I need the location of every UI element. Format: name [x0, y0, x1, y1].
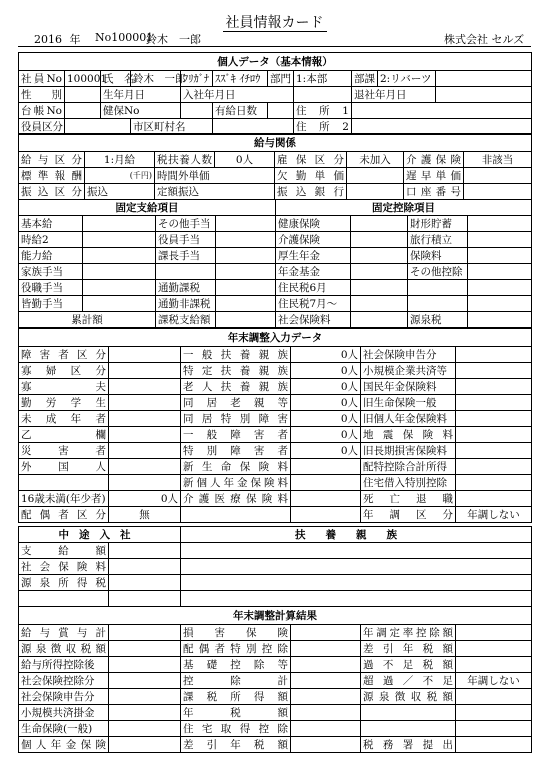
- field-label: [109, 363, 181, 379]
- field-label: 年金基金: [276, 264, 351, 280]
- input-cell: [181, 559, 532, 575]
- field-label: 時間外単価: [155, 168, 275, 184]
- field-label: [456, 641, 532, 657]
- fixed-items-table: [18, 199, 532, 328]
- input-cell: [109, 575, 181, 591]
- field-label: 1:月給: [85, 152, 155, 168]
- table-row: [19, 443, 532, 459]
- field-label: [361, 721, 456, 737]
- input-cell: [83, 232, 156, 248]
- table-row: [19, 427, 532, 443]
- input-cell: [347, 184, 404, 200]
- field-label: 特別障害者: [181, 443, 291, 459]
- field-label: [109, 347, 181, 363]
- input-cell: [216, 248, 276, 264]
- field-label: 入社年月日: [181, 87, 294, 103]
- field-label: 差引年税額: [181, 737, 291, 753]
- field-label: 厚生年金: [276, 248, 351, 264]
- table-row: [19, 575, 532, 591]
- field-label: [456, 689, 532, 705]
- field-label: その他手当: [156, 216, 216, 232]
- field-label: [291, 459, 361, 475]
- field-label: 0人: [291, 347, 361, 363]
- table-row: [19, 641, 532, 657]
- field-label: [456, 721, 532, 737]
- field-label: 配偶者区分: [19, 507, 109, 523]
- input-cell: [216, 280, 276, 296]
- field-label: 一般障害者: [181, 427, 291, 443]
- input-cell: [83, 280, 156, 296]
- field-label: 振込区分: [19, 184, 85, 200]
- field-label: 給与区分: [19, 152, 85, 168]
- input-cell: [181, 103, 213, 119]
- field-label: 社会保険申告分: [361, 347, 456, 363]
- year-field: 2016 年: [30, 31, 81, 47]
- field-label: 生命保険(一般): [19, 721, 109, 737]
- field-label: 配偶者特別控除: [181, 641, 291, 657]
- field-label: 有給日数: [213, 103, 268, 119]
- field-label: 支給額: [19, 543, 109, 559]
- field-label: [291, 721, 361, 737]
- employee-no-value: 100001: [65, 71, 101, 87]
- field-label: 通勤課税: [156, 280, 216, 296]
- table-row: [19, 459, 532, 475]
- input-cell: [268, 103, 294, 119]
- midway-table: [18, 526, 532, 607]
- input-cell: [352, 103, 532, 119]
- field-label: 超過／不足: [361, 673, 456, 689]
- field-label: (千円): [85, 168, 155, 184]
- field-label: [109, 705, 181, 721]
- field-label: 皆勤手当: [19, 296, 83, 312]
- field-label: 0人: [215, 152, 275, 168]
- field-label: 無: [109, 507, 181, 523]
- field-label: 住所1: [294, 103, 352, 119]
- field-label: 源泉所得税: [19, 575, 109, 591]
- input-cell: [351, 280, 408, 296]
- field-label: 年調定率控除額: [361, 625, 456, 641]
- field-label: [109, 673, 181, 689]
- table-row: [19, 689, 532, 705]
- field-label: 損害保険: [181, 625, 291, 641]
- table-row: [19, 591, 532, 607]
- employee-id: No100001: [95, 31, 154, 44]
- table-row: [19, 475, 532, 491]
- field-label: 住宅取得控除: [181, 721, 291, 737]
- field-label: 差引年税額: [361, 641, 456, 657]
- field-label: [291, 657, 361, 673]
- field-label: [456, 625, 532, 641]
- field-label: [109, 379, 181, 395]
- field-label: 役職手当: [19, 280, 83, 296]
- field-label: 介護医療保険料: [181, 491, 291, 507]
- input-cell: [181, 591, 532, 607]
- table-row: [19, 395, 532, 411]
- field-label: 勤労学生: [19, 395, 109, 411]
- input-cell: [83, 264, 156, 280]
- field-label: [456, 427, 532, 443]
- field-label: 寡婦区分: [19, 363, 109, 379]
- input-cell: [181, 543, 532, 559]
- section-value: 2:リバーツ: [378, 71, 436, 87]
- name-value: 鈴木 一郎: [131, 71, 181, 87]
- table-row: [19, 491, 532, 507]
- field-label: 0人: [291, 443, 361, 459]
- table-row: [19, 543, 532, 559]
- field-label: [456, 657, 532, 673]
- field-label: 控除計: [181, 673, 291, 689]
- field-label: 雇保区分: [275, 152, 347, 168]
- field-label: [109, 475, 181, 491]
- field-label: [19, 591, 109, 607]
- field-label: 課税支給額: [156, 312, 216, 328]
- field-label: 0人: [291, 395, 361, 411]
- field-label: 源泉徴収税額: [19, 641, 109, 657]
- field-label: 社会保険料: [276, 312, 351, 328]
- employee-name: 鈴木 一郎: [146, 33, 201, 46]
- header-rule: [18, 46, 531, 47]
- field-label: 源泉税: [408, 312, 468, 328]
- field-label: 同居老親等: [181, 395, 291, 411]
- field-label: 年末調整計算結果: [19, 607, 532, 625]
- field-label: [109, 411, 181, 427]
- input-cell: [83, 296, 156, 312]
- field-label: 部門: [268, 71, 294, 87]
- field-label: 役員区分: [19, 119, 65, 135]
- input-cell: [65, 87, 101, 103]
- field-label: 配特控除合計所得: [361, 459, 456, 475]
- field-label: 0人: [291, 379, 361, 395]
- field-label: 台帳No: [19, 103, 65, 119]
- salary-table: [18, 133, 532, 200]
- field-label: 年税額: [181, 705, 291, 721]
- input-cell: [468, 264, 532, 280]
- field-label: 地震保険料: [361, 427, 456, 443]
- field-label: 0人: [291, 411, 361, 427]
- field-label: 定額振込: [155, 184, 275, 200]
- input-cell: [65, 103, 101, 119]
- field-label: 小規模共済掛金: [19, 705, 109, 721]
- input-cell: [216, 296, 276, 312]
- input-cell: [109, 559, 181, 575]
- input-cell: [216, 264, 276, 280]
- field-label: 課税所得額: [181, 689, 291, 705]
- field-label: 遅早単価: [404, 168, 464, 184]
- field-label: 役員手当: [156, 232, 216, 248]
- field-label: 年調区分: [361, 507, 456, 523]
- field-label: 新生命保険料: [181, 459, 291, 475]
- field-label: 外国人: [19, 459, 109, 475]
- field-label: 標準報酬: [19, 168, 85, 184]
- field-label: [291, 507, 361, 523]
- field-label: [291, 491, 361, 507]
- field-label: [456, 411, 532, 427]
- field-label: [291, 641, 361, 657]
- field-label: 固定支給項目: [19, 200, 276, 216]
- field-label: 源泉徴収税額: [361, 689, 456, 705]
- table-row: [19, 705, 532, 721]
- input-cell: [351, 312, 408, 328]
- field-label: 非該当: [464, 152, 532, 168]
- field-label: 固定控除項目: [276, 200, 532, 216]
- field-label: 保険料: [408, 248, 468, 264]
- field-label: 16歳未満(年少者): [19, 491, 109, 507]
- field-label: 扶養親族: [181, 527, 532, 543]
- field-label: 住民税6月: [276, 280, 351, 296]
- input-cell: [294, 87, 352, 103]
- field-label: 財形貯蓄: [408, 216, 468, 232]
- table-row: [19, 507, 532, 523]
- field-label: 介護保険: [404, 152, 464, 168]
- field-label: 新個人年金保険料: [181, 475, 291, 491]
- input-cell: [468, 296, 532, 312]
- field-label: 小規模企業共済等: [361, 363, 456, 379]
- field-label: 税務署提出: [361, 737, 456, 753]
- field-label: 旧長期損害保険料: [361, 443, 456, 459]
- field-label: 退社年月日: [352, 87, 436, 103]
- input-cell: [468, 232, 532, 248]
- field-label: [291, 625, 361, 641]
- input-cell: [408, 280, 468, 296]
- input-cell: [181, 575, 532, 591]
- input-cell: [468, 280, 532, 296]
- field-label: 社会保険控除分: [19, 673, 109, 689]
- field-label: 市区町村名: [131, 119, 213, 135]
- field-label: [109, 443, 181, 459]
- field-label: [456, 347, 532, 363]
- field-label: 振込銀行: [275, 184, 347, 200]
- field-label: 旅行積立: [408, 232, 468, 248]
- field-label: 0人: [291, 363, 361, 379]
- field-label: 基礎控除等: [181, 657, 291, 673]
- field-label: 死亡退職: [361, 491, 456, 507]
- field-label: 0人: [109, 491, 181, 507]
- field-label: 国民年金保険料: [361, 379, 456, 395]
- input-cell: [109, 543, 181, 559]
- field-label: [291, 689, 361, 705]
- field-label: [181, 507, 291, 523]
- field-label: [456, 395, 532, 411]
- field-label: 時給2: [19, 232, 83, 248]
- field-label: [109, 641, 181, 657]
- input-cell: [109, 591, 181, 607]
- field-label: [109, 689, 181, 705]
- field-label: 旧個人年金保険料: [361, 411, 456, 427]
- field-label: 能力給: [19, 248, 83, 264]
- field-label: 年末調整入力データ: [19, 329, 532, 347]
- field-label: 基本給: [19, 216, 83, 232]
- field-label: 振込: [85, 184, 155, 200]
- field-label: [361, 705, 456, 721]
- input-cell: [464, 168, 532, 184]
- field-label: [109, 721, 181, 737]
- furigana-value: ｽｽﾞｷ ｲﾁﾛｳ: [213, 71, 268, 87]
- input-cell: [468, 312, 532, 328]
- field-label: 乙欄: [19, 427, 109, 443]
- field-label: 老人扶養親族: [181, 379, 291, 395]
- table-row: [19, 625, 532, 641]
- document-title: 社員情報カード: [0, 12, 549, 32]
- field-label: 部課: [352, 71, 378, 87]
- input-cell: [436, 71, 532, 87]
- field-label: 障害者区分: [19, 347, 109, 363]
- field-label: 年調しない: [456, 673, 532, 689]
- input-cell: [464, 184, 532, 200]
- field-label: [456, 363, 532, 379]
- table-row: [19, 737, 532, 753]
- field-label: 給与所得控除後: [19, 657, 109, 673]
- table-row: [19, 559, 532, 575]
- table-row: [19, 363, 532, 379]
- input-cell: [408, 296, 468, 312]
- company-name: 株式会社 セルズ: [444, 33, 525, 46]
- field-label: 同居特別障害: [181, 411, 291, 427]
- field-label: 給与関係: [19, 134, 532, 152]
- field-label: 未加入: [347, 152, 404, 168]
- field-label: 口座番号: [404, 184, 464, 200]
- field-label: [456, 459, 532, 475]
- input-cell: [156, 264, 216, 280]
- personal-data-table: [18, 52, 532, 135]
- field-label: 特定扶養親族: [181, 363, 291, 379]
- table-row: [19, 657, 532, 673]
- input-cell: [351, 248, 408, 264]
- field-label: 通勤非課税: [156, 296, 216, 312]
- section-title: 個人データ（基本情報）: [19, 53, 532, 71]
- field-label: 健康保険: [276, 216, 351, 232]
- field-label: 一般扶養親族: [181, 347, 291, 363]
- field-label: 個人年金保険: [19, 737, 109, 753]
- table-row: [19, 379, 532, 395]
- field-label: 旧生命保険一般: [361, 395, 456, 411]
- field-label: 累計額: [19, 312, 156, 328]
- input-cell: [216, 312, 276, 328]
- field-label: [109, 459, 181, 475]
- field-label: 住所2: [294, 119, 352, 135]
- field-label: [291, 475, 361, 491]
- field-label: 社会保険料: [19, 559, 109, 575]
- field-label: その他控除: [408, 264, 468, 280]
- table-row: [19, 721, 532, 737]
- input-cell: [351, 216, 408, 232]
- field-label: [109, 625, 181, 641]
- field-label: [456, 379, 532, 395]
- dept-value: 1:本部: [294, 71, 352, 87]
- field-label: 寡夫: [19, 379, 109, 395]
- field-label: 課長手当: [156, 248, 216, 264]
- yearend-input-table: [18, 328, 532, 523]
- input-cell: [216, 232, 276, 248]
- field-label: 社員No: [19, 71, 65, 87]
- field-label: [291, 737, 361, 753]
- field-label: [291, 673, 361, 689]
- table-row: [19, 673, 532, 689]
- field-label: 欠勤単価: [275, 168, 347, 184]
- field-label: 健保No: [101, 103, 181, 119]
- input-cell: [351, 296, 408, 312]
- field-label: [456, 491, 532, 507]
- input-cell: [83, 248, 156, 264]
- table-row: [19, 347, 532, 363]
- field-label: 災害者: [19, 443, 109, 459]
- field-label: 0人: [291, 427, 361, 443]
- table-row: [19, 411, 532, 427]
- field-label: [109, 737, 181, 753]
- input-cell: [468, 216, 532, 232]
- field-label: [456, 737, 532, 753]
- field-label: 社会保険申告分: [19, 689, 109, 705]
- field-label: [456, 443, 532, 459]
- field-label: 税扶養人数: [155, 152, 215, 168]
- field-label: [291, 705, 361, 721]
- field-label: 氏 名: [101, 71, 131, 87]
- input-cell: [347, 168, 404, 184]
- field-label: [456, 475, 532, 491]
- input-cell: [216, 216, 276, 232]
- field-label: 住宅借入特別控除: [361, 475, 456, 491]
- field-label: 未成年者: [19, 411, 109, 427]
- field-label: 家族手当: [19, 264, 83, 280]
- field-label: 給与賞与計: [19, 625, 109, 641]
- yearend-result-table: [18, 606, 532, 753]
- input-cell: [351, 232, 408, 248]
- input-cell: [351, 264, 408, 280]
- field-label: [109, 427, 181, 443]
- field-label: [456, 705, 532, 721]
- field-label: [109, 395, 181, 411]
- input-cell: [468, 248, 532, 264]
- input-cell: [436, 87, 532, 103]
- field-label: [19, 475, 109, 491]
- field-label: 住民税7月～: [276, 296, 351, 312]
- input-cell: [83, 216, 156, 232]
- field-label: ﾌﾘｶﾞﾅ: [181, 71, 213, 87]
- field-label: 過不足税額: [361, 657, 456, 673]
- field-label: 性別: [19, 87, 65, 103]
- field-label: 生年月日: [101, 87, 181, 103]
- field-label: 中途入社: [19, 527, 181, 543]
- field-label: 年調しない: [456, 507, 532, 523]
- field-label: [109, 657, 181, 673]
- field-label: 介護保険: [276, 232, 351, 248]
